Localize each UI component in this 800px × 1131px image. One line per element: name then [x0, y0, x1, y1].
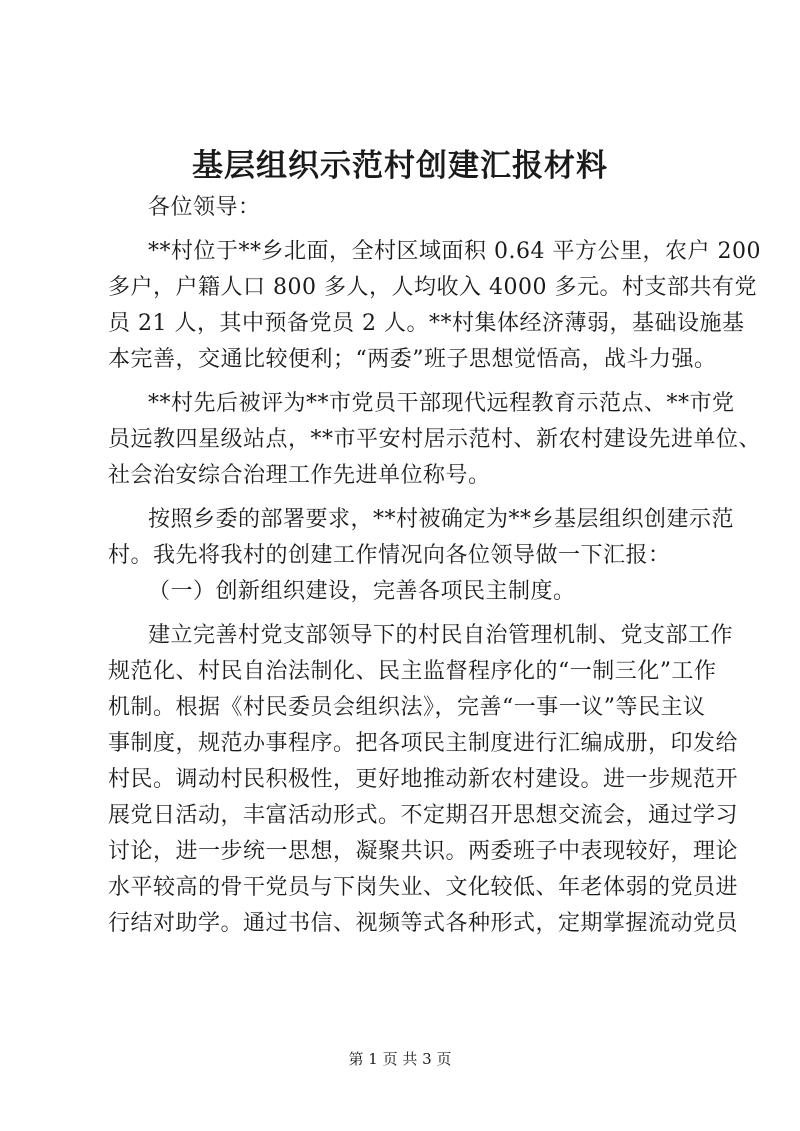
- paragraph3-line: 村。我先将我村的创建工作情况向各位领导做一下汇报：: [108, 543, 671, 568]
- document-title: 基层组织示范村创建汇报材料: [192, 148, 608, 184]
- paragraph1-line: **村位于**乡北面，全村区域面积 0.64 平方公里，农户 200: [148, 239, 761, 264]
- paragraph4-line: 机制。根据《村民委员会组织法》，完善“一事一议”等民主议: [108, 695, 706, 720]
- paragraph4-line: 讨论，进一步统一思想，凝聚共识。两委班子中表现较好，理论: [108, 839, 739, 864]
- page-footer: 第 1 页 共 3 页: [348, 1050, 452, 1068]
- paragraph2-line: **村先后被评为**市党员干部现代远程教育示范点、**市党: [148, 391, 735, 416]
- paragraph3-line: 按照乡委的部署要求，**村被确定为**乡基层组织创建示范: [148, 507, 735, 532]
- paragraph2-line: 社会治安综合治理工作先进单位称号。: [108, 463, 491, 488]
- paragraph1-line: 员 21 人，其中预备党员 2 人。**村集体经济薄弱，基础设施基: [108, 311, 745, 336]
- salutation: 各位领导：: [148, 195, 261, 220]
- paragraph1-line: 本完善，交通比较便利；“两委”班子思想觉悟高，战斗力强。: [108, 347, 717, 372]
- paragraph4-line: 事制度，规范办事程序。把各项民主制度进行汇编成册，印发给: [108, 731, 739, 756]
- section-heading: （一）创新组织建设，完善各项民主制度。: [148, 579, 576, 604]
- paragraph4-line: 水平较高的骨干党员与下岗失业、文化较低、年老体弱的党员进: [108, 875, 739, 900]
- paragraph4-line: 行结对助学。通过书信、视频等式各种形式，定期掌握流动党员: [108, 911, 739, 936]
- paragraph4-line: 规范化、村民自治法制化、民主监督程序化的“一制三化”工作: [108, 659, 717, 684]
- paragraph4-line: 村民。调动村民积极性，更好地推动新农村建设。进一步规范开: [108, 767, 739, 792]
- paragraph1-line: 多户，户籍人口 800 多人，人均收入 4000 多元。村支部共有党: [108, 275, 757, 300]
- document-body: [108, 190, 762, 942]
- paragraph2-line: 员远教四星级站点，**市平安村居示范村、新农村建设先进单位、: [108, 427, 762, 452]
- paragraph4-line: 展党日活动，丰富活动形式。不定期召开思想交流会，通过学习: [108, 803, 739, 828]
- paragraph4-line: 建立完善村党支部领导下的村民自治管理机制、党支部工作: [148, 623, 734, 648]
